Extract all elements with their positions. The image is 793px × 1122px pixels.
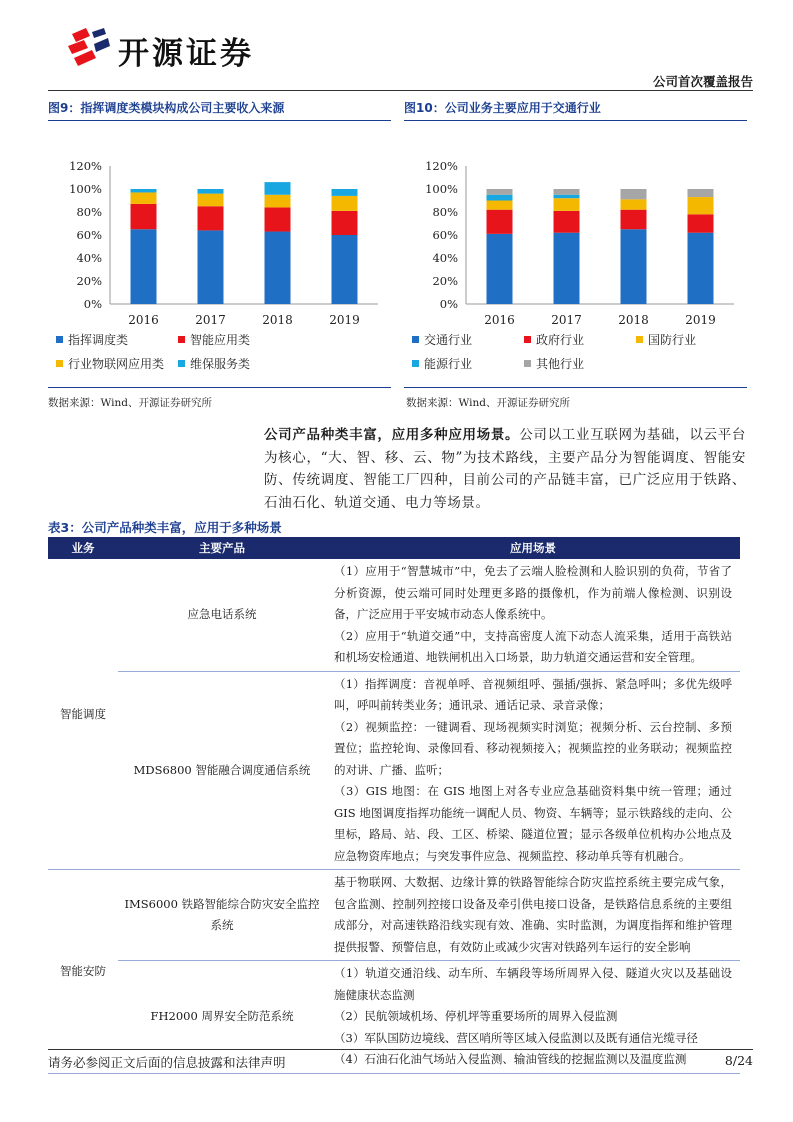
bar-segment [265, 232, 291, 304]
bar-segment [131, 192, 157, 204]
scenario-line: （2）视频监控：一键调看、现场视频实时浏览；视频分析、云台控制、多预置位；监控轮询、录像回看、移动视频接入；视频监控的业务联动；视频监控的对讲、广播、监听； [334, 719, 732, 777]
x-tick-label: 2018 [618, 313, 649, 327]
product-cell: IMS6000 铁路智能综合防灾安全监控系统 [118, 870, 326, 961]
y-tick-label: 60% [432, 228, 458, 242]
bar-segment [332, 211, 358, 235]
legend-swatch [178, 360, 185, 367]
bar-segment [198, 230, 224, 304]
y-tick-label: 120% [69, 159, 102, 173]
x-tick-label: 2017 [551, 313, 582, 327]
col-header-business: 业务 [48, 537, 118, 559]
report-type: 公司首次覆盖报告 [652, 74, 753, 89]
legend-label: 国防行业 [648, 333, 697, 347]
y-tick-label: 80% [76, 205, 102, 219]
table-row [48, 870, 740, 961]
bar-segment [265, 182, 291, 195]
bar-segment [487, 234, 513, 304]
figure-10-title: 图10：公司业务主要应用于交通行业 [404, 98, 747, 121]
y-tick-label: 20% [432, 274, 458, 288]
scenario-cell [326, 671, 740, 870]
legend-label: 其他行业 [536, 357, 585, 371]
col-header-product: 主要产品 [118, 537, 326, 559]
bar-segment [198, 189, 224, 194]
bar-segment [621, 210, 647, 230]
bar-segment [332, 189, 358, 196]
figure-9-title: 图9：指挥调度类模块构成公司主要收入来源 [48, 98, 391, 121]
bar-segment [554, 189, 580, 195]
scenario-line: （2）应用于“轨道交通”中，支持高密度人流下动态人流采集，适用于高铁站和机场安检通道、地铁闸机出入口场景，助力轨道交通运营和安全管理。 [334, 628, 732, 664]
table-row [48, 671, 740, 870]
bar-segment [487, 189, 513, 195]
scenario-cell [326, 559, 740, 671]
bar-segment [487, 210, 513, 234]
scenario-line: （1）应用于“智慧城市”中，免去了云端人脸检测和人脸识别的负荷，节省了分析资源，使云端可同时处理更多路的摄像机，作为前端人像检测、识别设备，广泛应用于平安城市动态人像系统中。 [334, 564, 732, 621]
scenario-line: （4）石油石化油气场站入侵监测、输油管线的挖掘监测以及温度监测 [334, 1052, 687, 1066]
y-tick-label: 40% [76, 251, 102, 265]
bar-segment [265, 207, 291, 231]
bar-segment [554, 211, 580, 233]
x-tick-label: 2018 [262, 313, 293, 327]
bar-segment [131, 229, 157, 304]
bar-segment [621, 229, 647, 304]
scenario-line: （2）民航领域机场、停机坪等重要场所的周界入侵监测 [334, 1009, 618, 1023]
legend-label: 行业物联网应用类 [68, 357, 165, 371]
scenario-line: （1）指挥调度：音视单呼、音视频组呼、强插/强拆、紧急呼叫；多优先级呼叫，呼叫前转类业务；通讯录、通话记录、录音录像； [334, 676, 732, 712]
bar-segment [198, 206, 224, 230]
legend-swatch [524, 336, 531, 343]
y-tick-label: 120% [425, 159, 458, 173]
bar-segment [198, 194, 224, 207]
x-tick-label: 2019 [329, 313, 360, 327]
bar-segment [688, 233, 714, 304]
legend-label: 能源行业 [424, 357, 473, 371]
product-cell: MDS6800 智能融合调度通信系统 [118, 671, 326, 870]
industry-mix-chart [404, 122, 747, 384]
product-cell: FH2000 周界安全防范系统 [118, 961, 326, 1074]
scenario-cell [326, 961, 740, 1074]
x-tick-label: 2017 [195, 313, 226, 327]
revenue-mix-chart [48, 122, 391, 384]
bar-segment [332, 196, 358, 211]
y-tick-label: 0% [439, 297, 458, 311]
page-number: 8/24 [724, 1053, 753, 1068]
legend-label: 指挥调度类 [68, 333, 129, 347]
y-tick-label: 60% [76, 228, 102, 242]
paragraph-text: 公司以工业互联网为基础，以云平台为核心，“大、智、移、云、物”为技术路线，主要产品分为智能调度、智能安防、传统调度、智能工厂四种，目前公司的产品链丰富，已广泛应用于铁路、石油石化、轨道交通、电力等场景。 [264, 427, 746, 511]
legend-swatch [636, 336, 643, 343]
header-divider [48, 90, 753, 91]
brand-name: 开源证券 [118, 36, 254, 72]
bar-segment [131, 204, 157, 229]
legend-swatch [178, 336, 185, 343]
bar-segment [621, 199, 647, 209]
legend-swatch [412, 360, 419, 367]
scenario-cell [326, 870, 740, 961]
bar-segment [621, 189, 647, 199]
bar-segment [487, 195, 513, 201]
legend-swatch [524, 360, 531, 367]
legend-swatch [56, 360, 63, 367]
bar-segment [554, 195, 580, 198]
product-table [48, 537, 740, 1074]
paragraph-lead: 公司产品种类丰富，应用多种应用场景。 [264, 427, 520, 443]
brand-logo-icon [64, 24, 124, 72]
footer-disclaimer: 请务必参阅正文后面的信息披露和法律声明 [48, 1055, 286, 1070]
business-cell: 智能调度 [48, 559, 118, 870]
legend-label: 维保服务类 [190, 357, 251, 371]
scenario-line: （3）GIS 地图：在 GIS 地图上对各专业应急基础资料集中统一管理；通过 GIS 地图调度指挥功能统一调配人员、物资、车辆等；显示铁路线的走向、公里标，路局、站、段、工区、桥梁、隧道位置；显示各级单位机构办公地点及应急物资库地点；与突发事件应急、视频监控、移动单兵等有机融合。 [334, 784, 732, 863]
x-tick-label: 2019 [685, 313, 716, 327]
bar-segment [487, 201, 513, 210]
table-3-title: 表3：公司产品种类丰富，应用于多种场景 [48, 520, 282, 535]
bar-segment [554, 233, 580, 304]
bar-segment [688, 189, 714, 197]
table-row [48, 559, 740, 671]
legend-swatch [56, 336, 63, 343]
footer-divider [48, 1049, 753, 1050]
product-cell: 应急电话系统 [118, 559, 326, 671]
body-paragraph [264, 424, 746, 514]
y-tick-label: 40% [432, 251, 458, 265]
scenario-line: 基于物联网、大数据、边缘计算的铁路智能综合防灾监控系统主要完成气象，包含监测、控制列控接口设备及牵引供电接口设备，是铁路信息系统的主要组成部分，对高速铁路沿线实现有效、准确、实时监测，为调度指挥和维护管理提供报警、预警信息，有效防止或减少灾害对铁路列车运行的安全影响 [334, 875, 732, 954]
scenario-line: （1）轨道交通沿线、动车所、车辆段等场所周界入侵、隧道火灾以及基础设施健康状态监测 [334, 966, 732, 1002]
x-tick-label: 2016 [128, 313, 159, 327]
col-header-scenario: 应用场景 [326, 537, 740, 559]
legend-label: 交通行业 [424, 333, 473, 347]
y-tick-label: 0% [83, 297, 102, 311]
y-tick-label: 80% [432, 205, 458, 219]
bar-segment [554, 198, 580, 211]
bar-segment [265, 195, 291, 208]
legend-label: 政府行业 [536, 333, 585, 347]
y-tick-label: 100% [425, 182, 458, 196]
figure-10-source: 数据来源：Wind、开源证券研究所 [406, 397, 570, 409]
figure-10-bottom-rule [404, 387, 747, 388]
legend-swatch [412, 336, 419, 343]
business-cell: 智能安防 [48, 870, 118, 1074]
scenario-line: （3）军队国防边境线、营区哨所等区域入侵监测以及既有通信光缆寻径 [334, 1030, 698, 1045]
bar-segment [131, 189, 157, 192]
x-tick-label: 2016 [484, 313, 515, 327]
y-tick-label: 20% [76, 274, 102, 288]
bar-segment [688, 197, 714, 214]
y-tick-label: 100% [69, 182, 102, 196]
figure-9-bottom-rule [48, 387, 391, 388]
bar-segment [332, 235, 358, 304]
legend-label: 智能应用类 [190, 333, 251, 347]
figure-9-source: 数据来源：Wind、开源证券研究所 [48, 397, 212, 409]
bar-segment [688, 214, 714, 232]
